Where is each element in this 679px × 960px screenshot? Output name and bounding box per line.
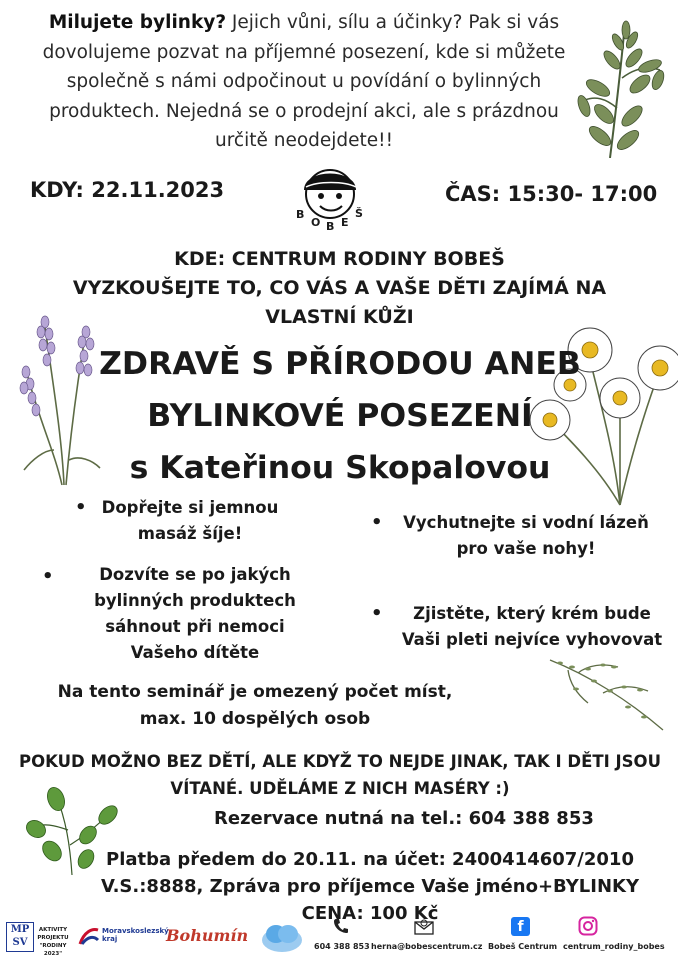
event-title <box>40 338 640 494</box>
event-time: ČAS: 15:30- 17:00 <box>445 182 658 206</box>
bullet-cream-line-1: Zjistěte, který krém bude <box>413 604 651 623</box>
logo-letter-s: Š <box>355 207 363 220</box>
bullet-bath-line-1: Vychutnejte si vodní lázeň <box>403 513 649 532</box>
footer-instagram: centrum_rodiny_bobes <box>563 942 665 951</box>
bullet-cream <box>390 601 674 653</box>
kraj-logo-text: Moravskoslezský kraj <box>102 927 169 943</box>
logo-letter-e: E <box>341 216 349 229</box>
capacity-line-1: Na tento seminář je omezený počet míst, <box>57 682 453 702</box>
footer-bar <box>0 914 679 960</box>
bullet-products-line-4: Vašeho dítěte <box>130 643 260 662</box>
project-logo-text: AKTIVITY PROJEKTU "RODINY 2023" <box>37 927 69 957</box>
bullet-massage <box>100 495 280 547</box>
bullet-massage-line-2: masáž šíje! <box>137 524 243 543</box>
intro-line-1: Jejich vůni, sílu a účinky? Pak si vás <box>226 12 560 33</box>
thyme-illustration <box>548 655 666 733</box>
phone-icon <box>333 918 349 934</box>
intro-paragraph <box>24 8 584 156</box>
logo-letter-o: O <box>311 216 321 229</box>
cloud-heart-icon <box>260 920 304 954</box>
sage-illustration <box>570 18 670 158</box>
bullet-dot-4: • <box>371 603 383 624</box>
mpsv-logo: MP SV <box>6 922 34 952</box>
bullet-dot-2: • <box>371 512 383 533</box>
bullet-products-line-3: sáhnout při nemoci <box>105 617 285 636</box>
capacity-note <box>0 679 510 733</box>
bullet-products-line-1: Dozvíte se po jakých <box>99 565 291 584</box>
bullet-bath-line-2: pro vaše nohy! <box>456 539 596 558</box>
bullet-products <box>80 562 310 666</box>
bullet-massage-line-1: Dopřejte si jemnou <box>101 498 279 517</box>
bobes-logo <box>290 160 370 232</box>
bullet-dot-3: • <box>42 566 54 587</box>
instagram-icon <box>578 916 598 936</box>
bullet-bath <box>392 510 660 562</box>
footer-facebook: Bobeš Centrum <box>488 942 558 951</box>
kraj-logo-icon <box>78 926 100 946</box>
intro-lead: Milujete bylinky? <box>48 12 227 33</box>
event-date: KDY: 22.11.2023 <box>30 178 225 202</box>
footer-email: herna@bobescentrum.cz <box>371 942 483 951</box>
footer-phone: 604 388 853 <box>314 942 370 951</box>
invite-line-2: VLASTNÍ KŮŽI <box>265 306 414 328</box>
intro-line-5: určitě neodejdete!! <box>214 130 394 151</box>
reservation-phone: Rezervace nutná na tel.: 604 388 853 <box>214 808 594 829</box>
email-icon <box>414 917 434 935</box>
bullet-dot-1: • <box>75 497 87 518</box>
invite-line-1: VYZKOUŠEJTE TO, CO VÁS A VAŠE DĚTI ZAJÍMÁ NA <box>72 277 607 299</box>
intro-line-4: produktech. Nejedná se o prodejní akci, ale s prázdnou <box>49 100 559 122</box>
warning-line-2: VÍTANÉ. UDĚLÁME Z NICH MASÉRY :) <box>170 779 510 798</box>
payment-line-2: V.S.:8888, Zpráva pro příjemce Vaše jméno+BYLINKY <box>100 876 640 897</box>
intro-line-3: společně s námi odpočinout u povídání o bylinných <box>66 71 542 92</box>
warning-line-1: POKUD MOŽNO BEZ DĚTÍ, ALE KDYŽ TO NEJDE JINAK, TAK I DĚTI JSOU <box>19 752 661 771</box>
title-line-1: ZDRAVĚ S PŘÍRODOU ANEB <box>99 346 581 382</box>
title-line-3: s Kateřinou Skopalovou <box>129 450 551 486</box>
title-line-2: BYLINKOVÉ POSEZENÍ <box>147 398 533 434</box>
bullet-products-line-2: bylinných produktech <box>94 591 296 610</box>
payment-line-1: Platba předem do 20.11. na účet: 2400414607/2010 <box>106 849 634 870</box>
facebook-icon: f <box>511 917 530 936</box>
bohumin-logo: Bohumín <box>166 926 249 945</box>
intro-line-2: dovolujeme pozvat na příjemné posezení, kde si můžete <box>42 41 566 63</box>
capacity-line-2: max. 10 dospělých osob <box>139 709 371 729</box>
logo-letter-b2: B <box>326 220 335 233</box>
price: CENA: 100 Kč <box>301 903 439 924</box>
logo-letter-b1: B <box>296 208 305 221</box>
venue-line: KDE: CENTRUM RODINY BOBEŠ <box>174 248 505 270</box>
bullet-cream-line-2: Vaši pleti nejvíce vyhovovat <box>401 630 663 649</box>
